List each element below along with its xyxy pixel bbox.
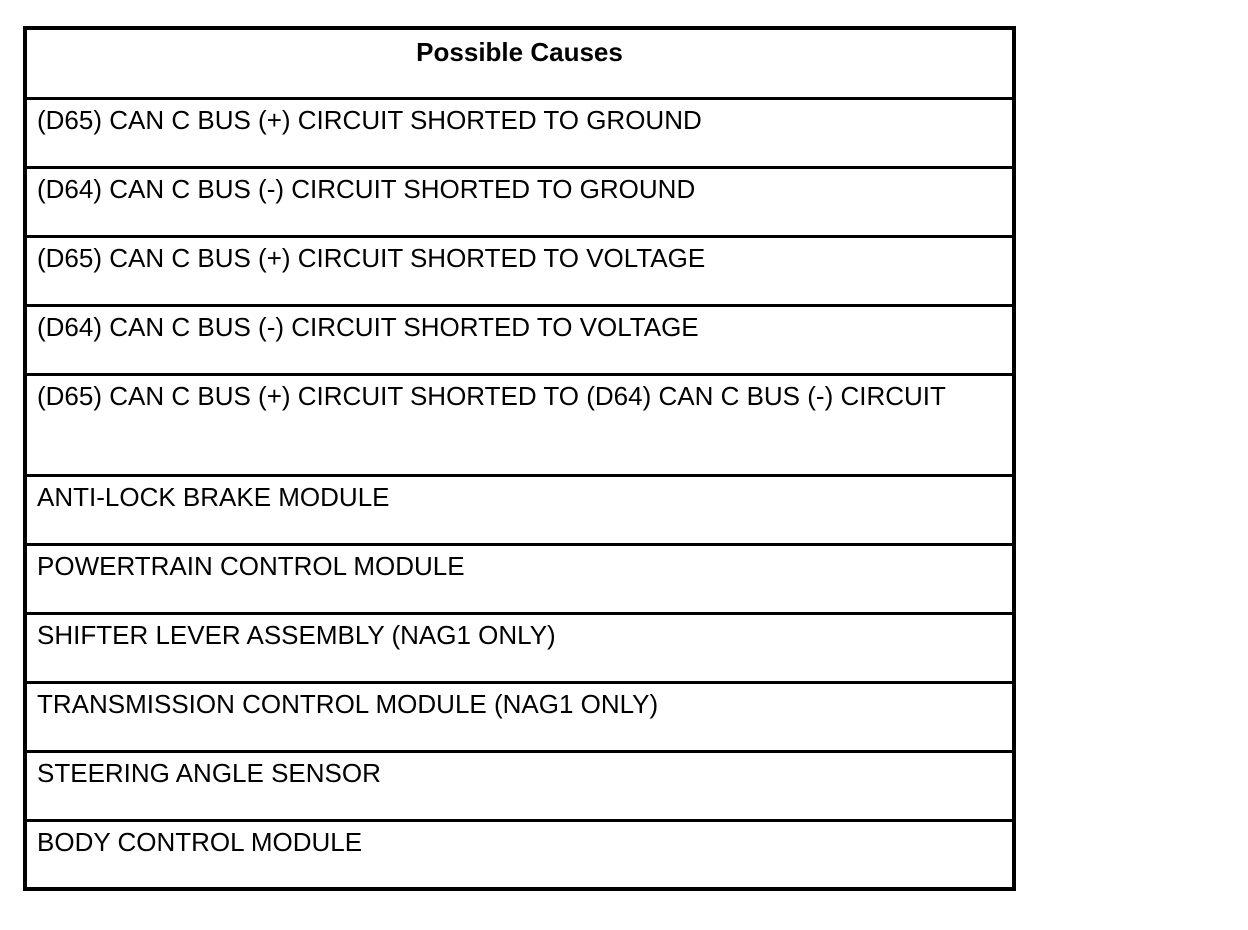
table-row [25,475,1014,544]
cause-cell: (D64) CAN C BUS (-) CIRCUIT SHORTED TO VOLTAGE [25,305,1014,374]
cause-cell: (D65) CAN C BUS (+) CIRCUIT SHORTED TO VOLTAGE [25,236,1014,305]
cause-cell: (D65) CAN C BUS (+) CIRCUIT SHORTED TO GROUND [25,98,1014,167]
table-row [25,374,1014,475]
table-row [25,613,1014,682]
cause-cell: POWERTRAIN CONTROL MODULE [25,544,1014,613]
possible-causes-table [23,26,1016,891]
table-header-cell: Possible Causes [25,28,1014,98]
table-row [25,682,1014,751]
table-row [25,820,1014,889]
table-header [25,28,1014,98]
cause-cell: TRANSMISSION CONTROL MODULE (NAG1 ONLY) [25,682,1014,751]
cause-cell: STEERING ANGLE SENSOR [25,751,1014,820]
table-row [25,751,1014,820]
table-row [25,544,1014,613]
table-row [25,236,1014,305]
table-row [25,98,1014,167]
cause-cell: SHIFTER LEVER ASSEMBLY (NAG1 ONLY) [25,613,1014,682]
table-row [25,305,1014,374]
cause-cell: (D65) CAN C BUS (+) CIRCUIT SHORTED TO (D64) CAN C BUS (-) CIRCUIT [25,374,1014,475]
cause-cell: BODY CONTROL MODULE [25,820,1014,889]
table-row [25,167,1014,236]
cause-cell: ANTI-LOCK BRAKE MODULE [25,475,1014,544]
table-body [25,98,1014,889]
table-header-row [25,28,1014,98]
cause-cell: (D64) CAN C BUS (-) CIRCUIT SHORTED TO GROUND [25,167,1014,236]
